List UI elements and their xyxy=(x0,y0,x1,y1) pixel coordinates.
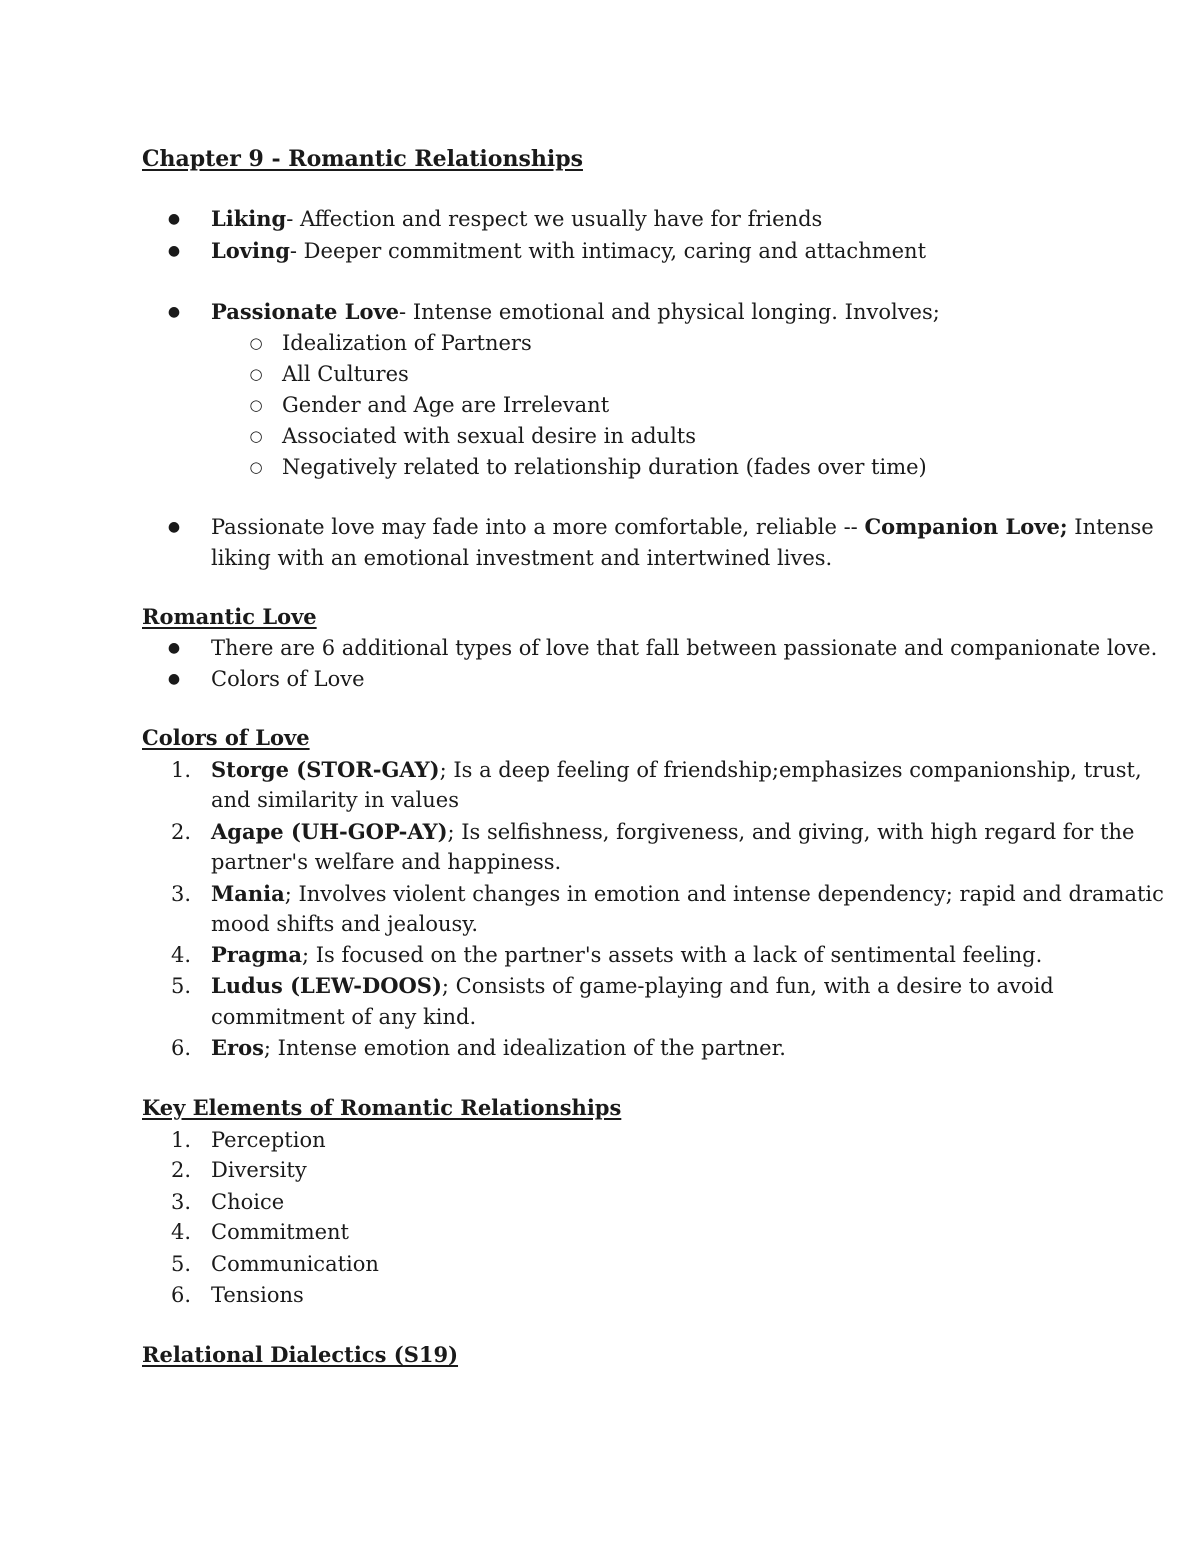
item-number: 4. xyxy=(170,1220,191,1244)
item-text: Commitment xyxy=(211,1220,349,1244)
section-heading: Relational Dialectics (S19) xyxy=(142,1342,459,1367)
item-text: Choice xyxy=(211,1190,285,1214)
definition: ; Is focused on the partner's assets with a lack of sentimental feeling. xyxy=(301,943,1043,967)
item-text: and similarity in values xyxy=(211,788,460,812)
item-number: 4. xyxy=(170,943,191,967)
item-number: 3. xyxy=(170,882,191,906)
term: Passionate Love xyxy=(211,299,400,324)
term: Eros xyxy=(211,1035,264,1060)
circle-bullet-icon: ○ xyxy=(249,427,263,445)
term: Companion Love; xyxy=(864,514,1068,539)
bullet-icon: ● xyxy=(167,640,181,656)
item-number: 1. xyxy=(170,1128,191,1152)
bullet-icon: ● xyxy=(167,671,181,687)
item-text xyxy=(211,512,1154,542)
item-text xyxy=(211,204,822,234)
item-text: Perception xyxy=(211,1128,326,1152)
sub-item-text: Associated with sexual desire in adults xyxy=(282,424,697,448)
definition: ; Involves violent changes in emotion and intense dependency; rapid and dramatic xyxy=(284,882,1164,906)
definition: ; Is selfishness, forgiveness, and giving, with high regard for the xyxy=(447,820,1135,844)
item-text xyxy=(211,817,1134,847)
sub-item-text: All Cultures xyxy=(282,362,409,386)
item-text: Diversity xyxy=(211,1158,307,1182)
item-text: commitment of any kind. xyxy=(211,1005,477,1029)
term: Ludus (LEW-DOOS) xyxy=(211,973,442,998)
sub-item-text: Gender and Age are Irrelevant xyxy=(282,393,610,417)
item-number: 1. xyxy=(170,758,191,782)
item-text xyxy=(211,297,940,327)
definition: - Affection and respect we usually have for friends xyxy=(286,207,823,231)
definition: ; Is a deep feeling of friendship;emphasizes companionship, trust, xyxy=(439,758,1142,782)
term: Liking xyxy=(211,206,287,231)
definition: - Deeper commitment with intimacy, caring and attachment xyxy=(289,239,927,263)
section-heading: Key Elements of Romantic Relationships xyxy=(142,1095,622,1120)
definition: - Intense emotional and physical longing. Involves; xyxy=(399,300,940,324)
item-text: Tensions xyxy=(211,1283,304,1307)
item-number: 5. xyxy=(170,974,191,998)
item-text: There are 6 additional types of love that fall between passionate and companionate love. xyxy=(211,636,1158,660)
item-number: 5. xyxy=(170,1252,191,1276)
item-number: 6. xyxy=(170,1283,191,1307)
page-title: Chapter 9 - Romantic Relationships xyxy=(142,146,583,172)
item-text: partner's welfare and happiness. xyxy=(211,850,562,874)
circle-bullet-icon: ○ xyxy=(249,334,263,352)
item-text: mood shifts and jealousy. xyxy=(211,912,479,936)
bullet-icon: ● xyxy=(167,304,181,320)
term: Agape (UH-GOP-AY) xyxy=(211,819,448,844)
item-text xyxy=(211,971,1054,1001)
item-text xyxy=(211,940,1042,970)
item-text: Communication xyxy=(211,1252,379,1276)
term: Loving xyxy=(211,238,290,263)
item-number: 3. xyxy=(170,1190,191,1214)
term: Storge (STOR-GAY) xyxy=(211,757,440,782)
bullet-icon: ● xyxy=(167,519,181,535)
item-text xyxy=(211,755,1142,785)
text-part: Passionate love may fade into a more comfortable, reliable -- xyxy=(211,515,865,539)
definition: ; Consists of game-playing and fun, with a desire to avoid xyxy=(441,974,1054,998)
item-number: 6. xyxy=(170,1036,191,1060)
term: Mania xyxy=(211,881,285,906)
term: Pragma xyxy=(211,942,302,967)
item-number: 2. xyxy=(170,1158,191,1182)
section-heading: Romantic Love xyxy=(142,604,317,629)
circle-bullet-icon: ○ xyxy=(249,458,263,476)
item-text xyxy=(211,1033,786,1063)
circle-bullet-icon: ○ xyxy=(249,396,263,414)
bullet-icon: ● xyxy=(167,243,181,259)
sub-item-text: Negatively related to relationship duration (fades over time) xyxy=(282,455,927,479)
item-text xyxy=(211,236,926,266)
item-text xyxy=(211,879,1164,909)
circle-bullet-icon: ○ xyxy=(249,365,263,383)
item-text: liking with an emotional investment and intertwined lives. xyxy=(211,546,833,570)
bullet-icon: ● xyxy=(167,211,181,227)
section-heading: Colors of Love xyxy=(142,725,310,750)
sub-item-text: Idealization of Partners xyxy=(282,331,532,355)
item-text: Colors of Love xyxy=(211,667,365,691)
item-number: 2. xyxy=(170,820,191,844)
text-part: Intense xyxy=(1067,515,1154,539)
definition: ; Intense emotion and idealization of the partner. xyxy=(263,1036,786,1060)
